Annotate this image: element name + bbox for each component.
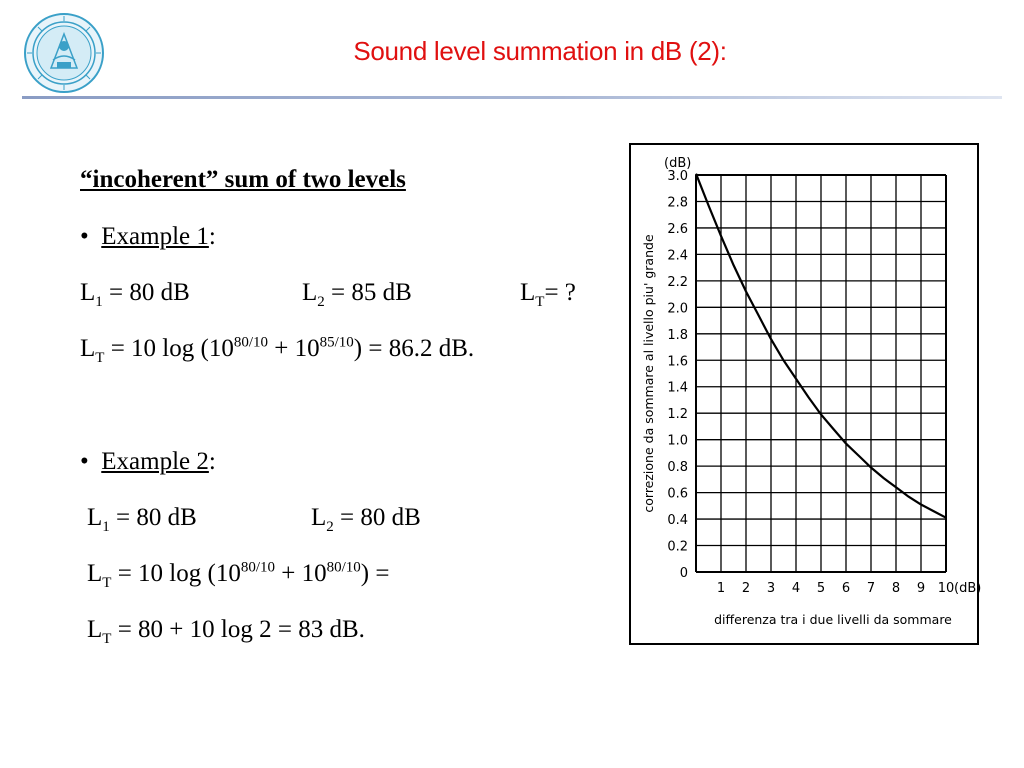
title-divider <box>22 96 1002 99</box>
x-tick-label: 3 <box>766 581 776 596</box>
y-tick-label: 2.0 <box>667 301 688 317</box>
example2-bullet: • Example 2: <box>80 448 216 475</box>
x-tick-label: 8 <box>891 581 901 596</box>
y-axis-title: correzione da sommare al livello piu' grande <box>641 234 656 513</box>
example2-formula: $L_T = 10$ $\log (10^{80/10} + 10^{80/10})$ = <box>87 559 390 591</box>
x-tick-label: 10 <box>937 581 955 596</box>
y-tick-label: 1.0 <box>667 433 688 449</box>
y-tick-label: 2.2 <box>667 274 688 290</box>
example2-result: $L_T = 80 + 10$ log 2 = 83 dB. <box>87 616 365 647</box>
university-seal-logo <box>23 12 105 94</box>
y-tick-label: 3.0 <box>667 169 688 184</box>
x-tick-label: 2 <box>741 581 751 596</box>
x-tick-label: 5 <box>816 581 826 596</box>
correction-chart-svg <box>631 145 982 643</box>
section-heading: “incoherent” sum of two levels <box>80 166 406 193</box>
y-tick-label: 0.8 <box>667 460 688 476</box>
example1-label: Example 1 <box>101 223 209 250</box>
example1-bullet: • Example 1: <box>80 223 216 250</box>
y-tick-label: 2.8 <box>667 195 688 211</box>
y-tick-label: 0 <box>679 566 688 581</box>
example2-level2: $L_2 = 80$ dB <box>311 504 421 535</box>
y-tick-label: 2.6 <box>667 221 688 237</box>
y-tick-label: 0.6 <box>667 486 688 502</box>
x-tick-label: 9 <box>916 581 926 596</box>
x-unit-label: (dB) <box>954 581 982 596</box>
y-tick-label: 0.4 <box>667 513 688 529</box>
example1-level2: $L_2 = 85$ dB <box>302 279 412 310</box>
example2-label: Example 2 <box>101 448 209 475</box>
slide-title: Sound level summation in dB (2): <box>353 36 727 66</box>
x-tick-label: 1 <box>716 581 726 596</box>
example2-levels: $L_1 = 80$ dB <box>87 504 197 535</box>
y-tick-label: 1.2 <box>667 407 688 423</box>
y-tick-label: 2.4 <box>667 248 688 264</box>
x-tick-label: 6 <box>841 581 851 596</box>
x-tick-label: 7 <box>866 581 876 596</box>
correction-chart <box>629 143 982 645</box>
y-tick-label: 1.6 <box>667 354 688 370</box>
y-tick-label: 1.8 <box>667 327 688 343</box>
example1-total-unknown: $L_T=$ ? <box>520 279 576 310</box>
y-tick-label: 0.2 <box>667 539 688 555</box>
x-axis-title: differenza tra i due livelli da sommare <box>714 612 952 627</box>
example1-levels: $L_1 = 80$ dB <box>80 279 190 310</box>
example1-formula: $L_T = 10$ $\log (10^{80/10} + 10^{85/10}) = 86.2$ dB. <box>80 334 475 366</box>
y-unit-label: (dB) <box>664 156 692 171</box>
x-tick-label: 4 <box>791 581 801 596</box>
y-tick-label: 1.4 <box>667 380 688 396</box>
